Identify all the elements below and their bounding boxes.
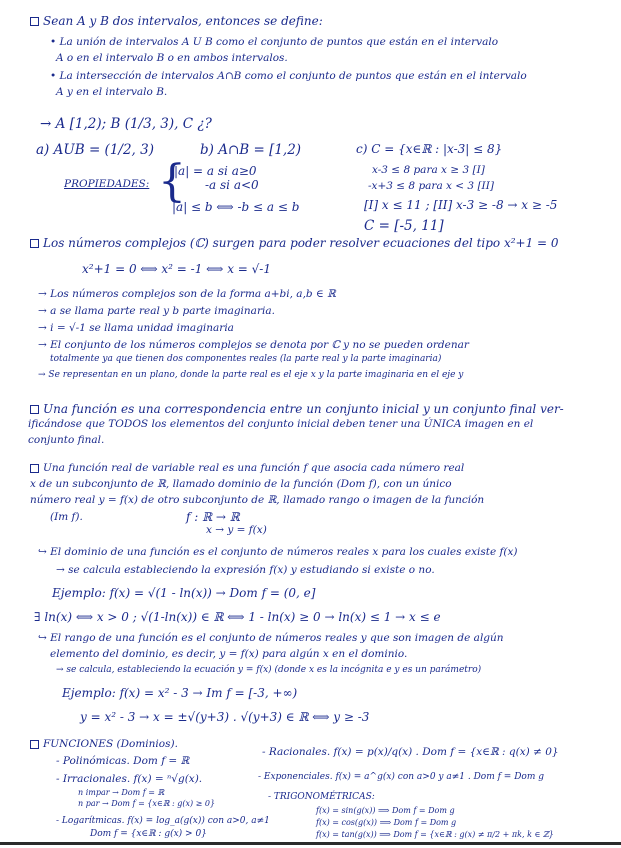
inter-line-1: • La intersección de intervalos A∩B como el conjunto de puntos que están en el intervalo — [50, 70, 527, 82]
inter-line-2: A y en el intervalo B. — [56, 86, 168, 98]
bullet-box-icon — [30, 17, 39, 26]
domain-example-1: Ejemplo: f(x) = √(1 - ln(x)) → Dom f = (0, e] — [52, 586, 316, 600]
range-example-1: Ejemplo: f(x) = x² - 3 → Im f = [-3, +∞) — [62, 686, 298, 700]
complex-line-2: → a se llama parte real y b parte imaginaria. — [38, 305, 275, 317]
domain-line-1: ↪ El dominio de una función es el conjunto de números reales x para los cuales existe f(x) — [38, 546, 518, 558]
bottom-edge-divider — [0, 842, 621, 845]
domain-example-2: ∃ ln(x) ⟺ x > 0 ; √(1-ln(x)) ∈ ℝ ⟺ 1 - ln(x) ≥ 0 → ln(x) ≤ 1 → x ≤ e — [34, 610, 441, 624]
complex-line-4: → El conjunto de los números complejos se denota por ℂ y no se pueden ordenar — [38, 339, 469, 351]
domain-irrational-odd: n impar → Dom f = ℝ — [78, 788, 165, 797]
complex-line-3: → i = √-1 se llama unidad imaginaria — [38, 322, 234, 334]
real-function-line-3: número real y = f(x) de otro subconjunto de ℝ, llamado rango o imagen de la función — [30, 494, 485, 506]
real-function-text-1: Una función real de variable real es una función f que asocia cada número real — [43, 462, 465, 474]
complex-title-text: Los números complejos (ℂ) surgen para poder resolver ecuaciones del tipo x²+1 = 0 — [43, 236, 559, 250]
c-line-3: [I] x ≤ 11 ; [II] x-3 ≥ -8 → x ≥ -5 — [364, 198, 558, 212]
domain-trig-tan: f(x) = tan(g(x)) ⟹ Dom f = {x∈ℝ : g(x) ≠ π/2 + πk, k ∈ ℤ} — [316, 830, 554, 839]
complex-title — [30, 236, 559, 250]
domain-trig-title: - TRIGONOMÉTRICAS: — [268, 792, 375, 802]
c-line-1: x-3 ≤ 8 para x ≥ 3 [I] — [372, 164, 485, 176]
range-line-3: → se calcula, estableciendo la ecuación y = f(x) (donde x es la incógnita e y es un parámetro) — [56, 665, 482, 675]
domain-log-1: - Logarítmicas. f(x) = log_a(g(x)) con a>0, a≠1 — [56, 816, 270, 826]
complex-line-6: → Se representan en un plano, donde la parte real es el eje x y la parte imaginaria en el eje y — [38, 370, 464, 380]
bullet-box-icon — [30, 464, 39, 473]
complex-line-1: → Los números complejos son de la forma a+bi, a,b ∈ ℝ — [38, 288, 336, 300]
union-line-1: • La unión de intervalos A U B como el conjunto de puntos que están en el intervalo — [50, 36, 499, 48]
complex-eq: x²+1 = 0 ⟺ x² = -1 ⟺ x = √-1 — [82, 262, 271, 276]
domain-poly: - Polinómicas. Dom f = ℝ — [56, 755, 190, 767]
real-function-line-4: (Im f). — [50, 511, 83, 523]
intervals-intro — [30, 14, 323, 28]
range-line-1: ↪ El rango de una función es el conjunto de números reales y que son imagen de algún — [38, 632, 504, 644]
abs-line-3: |a| ≤ b ⟺ -b ≤ a ≤ b — [172, 200, 300, 214]
domain-irrational-even: n par → Dom f = {x∈ℝ : g(x) ≥ 0} — [78, 799, 216, 808]
function-def-line-1 — [30, 402, 564, 416]
range-line-2: elemento del dominio, es decir, y = f(x) para algún x en el dominio. — [50, 648, 408, 660]
domain-rational: - Racionales. f(x) = p(x)/q(x) . Dom f = {x∈ℝ : q(x) ≠ 0} — [262, 746, 559, 758]
complex-line-5: totalmente ya que tienen dos componentes reales (la parte real y la parte imaginaria) — [50, 354, 442, 364]
intervals-intro-text: Sean A y B dos intervalos, entonces se define: — [43, 14, 323, 28]
abs-line-1: |a| = a si a≥0 — [174, 164, 257, 178]
function-def-line-2: ificándose que TODOS los elementos del conjunto inicial deben tener una ÚNICA imagen en el — [28, 418, 534, 430]
domain-trig-sin: f(x) = sin(g(x)) ⟹ Dom f = Dom g — [316, 806, 455, 815]
part-c: c) C = {x∈ℝ : |x-3| ≤ 8} — [356, 142, 503, 156]
domain-log-2: Dom f = {x∈ℝ : g(x) > 0} — [90, 829, 207, 839]
domain-trig-cos: f(x) = cos(g(x)) ⟹ Dom f = Dom g — [316, 818, 457, 827]
c-line-2: -x+3 ≤ 8 para x < 3 [II] — [368, 180, 494, 192]
properties-label: PROPIEDADES: — [64, 178, 150, 190]
function-map-2: x → y = f(x) — [206, 524, 267, 536]
range-example-2: y = x² - 3 → x = ±√(y+3) . √(y+3) ∈ ℝ ⟺ y ≥ -3 — [80, 710, 370, 724]
c-line-4: C = [-5, 11] — [364, 218, 444, 234]
bullet-box-icon — [30, 239, 39, 248]
part-a: a) AUB = (1/2, 3) — [36, 142, 154, 158]
part-b: b) A∩B = [1,2) — [200, 142, 302, 158]
bullet-box-icon — [30, 405, 39, 414]
domain-irrational: - Irracionales. f(x) = ⁿ√g(x). — [56, 773, 203, 785]
function-map-1: f : ℝ → ℝ — [186, 510, 240, 524]
real-function-line-2: x de un subconjunto de ℝ, llamado dominio de la función (Dom f), con un único — [30, 478, 452, 490]
union-line-2: A o en el intervalo B o en ambos intervalos. — [56, 52, 288, 64]
domain-exponential: - Exponenciales. f(x) = a^g(x) con a>0 y a≠1 . Dom f = Dom g — [258, 772, 544, 782]
function-def-text-1: Una función es una correspondencia entre un conjunto inicial y un conjunto final ver- — [43, 402, 564, 416]
abs-line-2: -a si a<0 — [205, 178, 259, 192]
bullet-box-icon — [30, 740, 39, 749]
domain-line-2: → se calcula estableciendo la expresión f(x) y estudiando si existe o no. — [56, 564, 435, 576]
domains-title-text: FUNCIONES (Dominios). — [43, 738, 178, 750]
function-def-line-3: conjunto final. — [28, 434, 105, 446]
real-function-line-1 — [30, 462, 464, 475]
properties-brace: { — [158, 156, 186, 207]
interval-example: → A [1,2); B (1/3, 3), C ¿? — [40, 116, 212, 132]
domains-title — [30, 738, 178, 751]
